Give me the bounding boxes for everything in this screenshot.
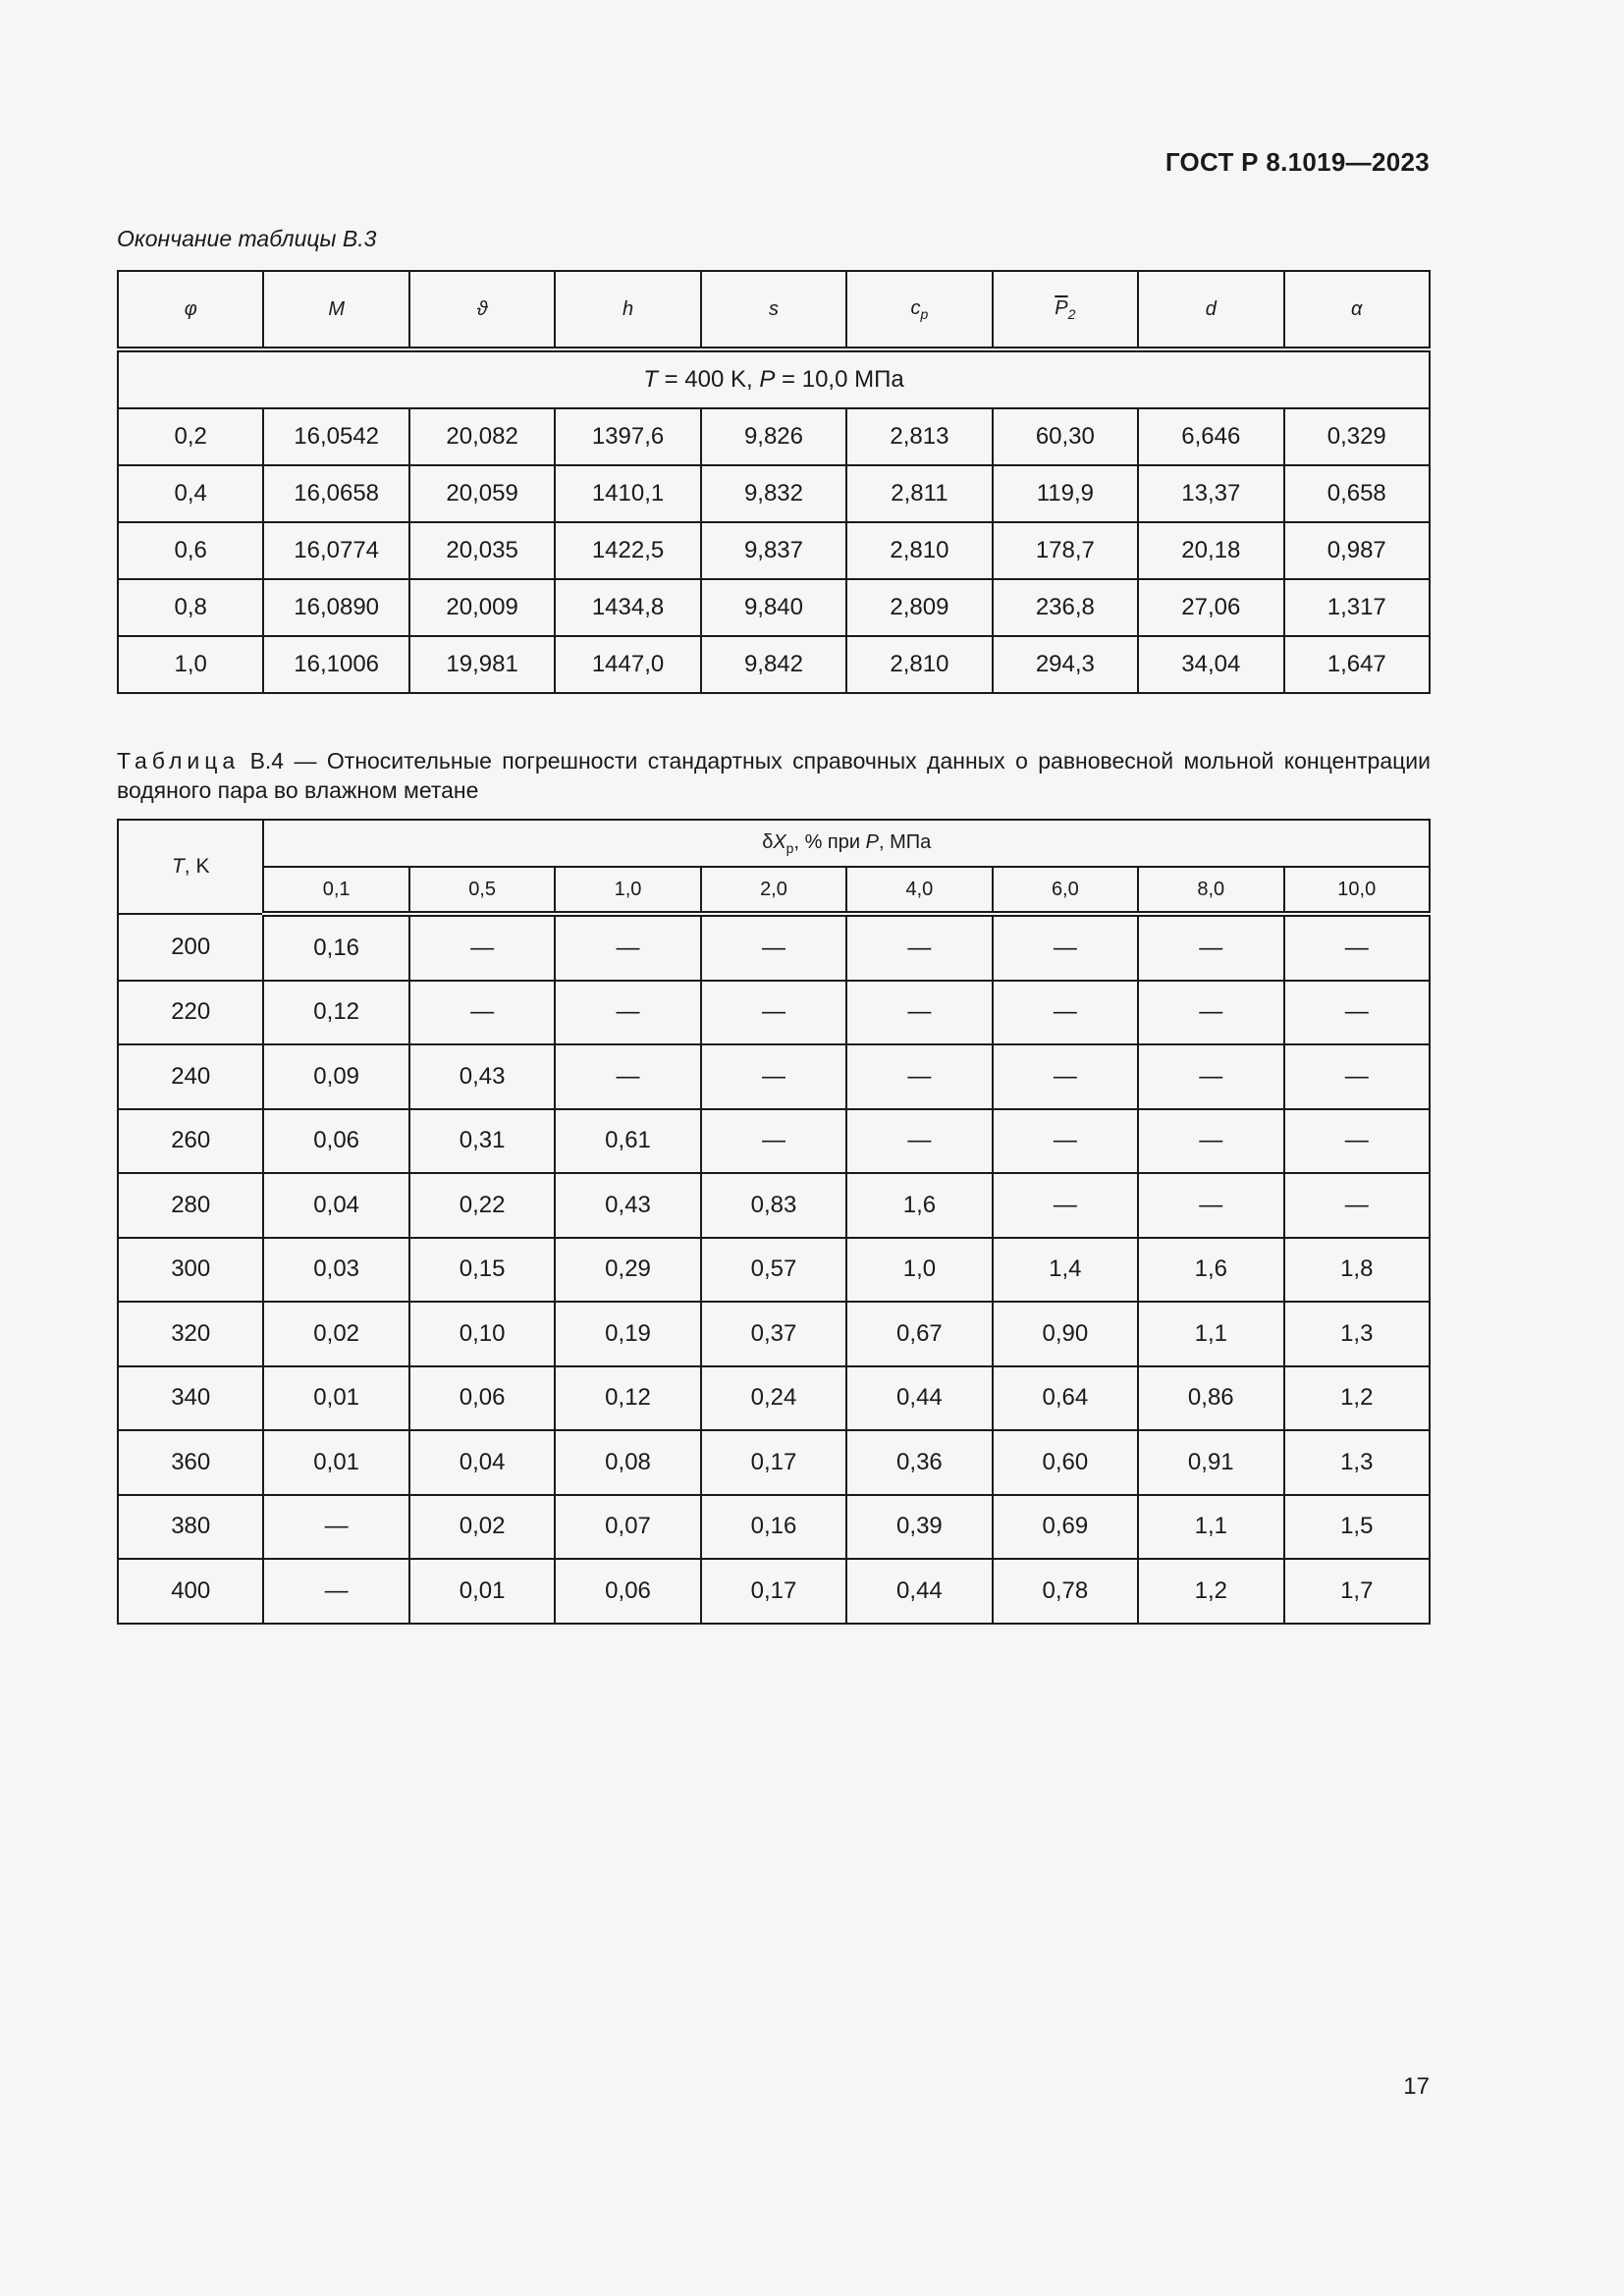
table-cell: 0,44 — [846, 1559, 992, 1624]
pressure-header: 0,1 — [263, 867, 408, 914]
table-cell: — — [1284, 1109, 1431, 1174]
temperature-cell: 280 — [118, 1173, 263, 1238]
table-cell: 0,09 — [263, 1044, 408, 1109]
table-cell: 0,06 — [555, 1559, 700, 1624]
table-cell: — — [846, 981, 992, 1045]
table-cell: 1,7 — [1284, 1559, 1431, 1624]
table-cell: 0,12 — [263, 981, 408, 1045]
temperature-cell: 240 — [118, 1044, 263, 1109]
pressure-header: 0,5 — [409, 867, 555, 914]
table-cell: — — [1138, 1044, 1283, 1109]
condition-t-label: T — [643, 366, 658, 393]
table-cell: 119,9 — [993, 465, 1138, 522]
table-cell: 0,329 — [1284, 408, 1431, 465]
table-row — [118, 1173, 1430, 1238]
table-cell: — — [846, 1044, 992, 1109]
table-b3-condition-row — [118, 349, 1430, 408]
pressure-header: 6,0 — [993, 867, 1138, 914]
table-cell: 0,04 — [409, 1430, 555, 1495]
col-header-cp — [846, 271, 992, 349]
table-row — [118, 1302, 1430, 1366]
pressure-header: 4,0 — [846, 867, 992, 914]
table-cell: 0,4 — [118, 465, 263, 522]
table-cell: — — [263, 1495, 408, 1560]
table-cell: 294,3 — [993, 636, 1138, 693]
table-cell: 2,810 — [846, 522, 992, 579]
group-var: X — [773, 830, 786, 853]
table-cell: 1,6 — [1138, 1238, 1283, 1303]
pressure-header: 1,0 — [555, 867, 700, 914]
table-cell: 0,15 — [409, 1238, 555, 1303]
table-cell: — — [701, 1109, 846, 1174]
table-b4-header-row-2 — [118, 867, 1430, 914]
condition-t-value: = 400 K, — [657, 366, 760, 393]
table-cell: — — [409, 981, 555, 1045]
table-b4-caption — [117, 746, 1431, 805]
table-cell: — — [1138, 914, 1283, 981]
pressure-header: 2,0 — [701, 867, 846, 914]
col-header-theta: ϑ — [409, 271, 555, 349]
table-cell: 34,04 — [1138, 636, 1283, 693]
condition-p-label: P — [759, 366, 776, 393]
table-b3-caption: Окончание таблицы В.3 — [117, 226, 377, 251]
table-cell: — — [409, 914, 555, 981]
table-cell: 16,0774 — [263, 522, 408, 579]
col-header-s: s — [701, 271, 846, 349]
table-cell: 0,57 — [701, 1238, 846, 1303]
group-header-uncertainty — [263, 820, 1430, 867]
table-cell: 0,19 — [555, 1302, 700, 1366]
table-cell: 0,12 — [555, 1366, 700, 1431]
table-b4-caption-text: В.4 — Относительные погрешности стандартных справочных данных о равновесной мольной концентрации водяного пара во влажном метане — [117, 748, 1431, 803]
table-cell: — — [1138, 1173, 1283, 1238]
table-cell: 0,61 — [555, 1109, 700, 1174]
table-cell: 13,37 — [1138, 465, 1283, 522]
table-cell: 0,8 — [118, 579, 263, 636]
table-cell: 1,0 — [118, 636, 263, 693]
table-cell: 0,01 — [263, 1366, 408, 1431]
table-cell: 2,809 — [846, 579, 992, 636]
table-row — [118, 522, 1430, 579]
col-header-M: M — [263, 271, 408, 349]
table-row — [118, 1559, 1430, 1624]
table-cell: 0,36 — [846, 1430, 992, 1495]
table-row — [118, 1044, 1430, 1109]
document-code: ГОСТ Р 8.1019—2023 — [1164, 147, 1430, 177]
table-cell: 9,842 — [701, 636, 846, 693]
table-cell: 0,07 — [555, 1495, 700, 1560]
table-cell: 0,78 — [993, 1559, 1138, 1624]
table-cell: 9,837 — [701, 522, 846, 579]
table-cell: 1,8 — [1284, 1238, 1431, 1303]
table-row — [118, 579, 1430, 636]
table-cell: 1,6 — [846, 1173, 992, 1238]
condition-cell — [118, 349, 1430, 408]
table-cell: — — [555, 981, 700, 1045]
table-cell: 0,6 — [118, 522, 263, 579]
col-header-p2 — [993, 271, 1138, 349]
table-cell: 1397,6 — [555, 408, 700, 465]
page-number: 17 — [1403, 2073, 1430, 2100]
table-cell: 1,3 — [1284, 1430, 1431, 1495]
temperature-cell: 200 — [118, 914, 263, 981]
table-cell: 0,16 — [263, 914, 408, 981]
table-cell: 0,02 — [409, 1495, 555, 1560]
table-cell: 0,01 — [263, 1430, 408, 1495]
temperature-cell: 220 — [118, 981, 263, 1045]
table-b4-caption-label: Таблица — [117, 748, 241, 774]
table-cell: 0,44 — [846, 1366, 992, 1431]
table-cell: 2,811 — [846, 465, 992, 522]
table-cell: — — [993, 914, 1138, 981]
table-row — [118, 981, 1430, 1045]
table-row — [118, 465, 1430, 522]
table-cell: 1,2 — [1138, 1559, 1283, 1624]
table-row — [118, 1109, 1430, 1174]
group-sub: p — [785, 839, 794, 856]
table-row — [118, 636, 1430, 693]
table-row — [118, 1495, 1430, 1560]
group-unit: , МПа — [878, 830, 932, 853]
table-cell: 16,0658 — [263, 465, 408, 522]
table-cell: 1,1 — [1138, 1302, 1283, 1366]
table-cell: — — [846, 914, 992, 981]
table-cell: 0,10 — [409, 1302, 555, 1366]
table-cell: 2,810 — [846, 636, 992, 693]
table-b4 — [117, 819, 1431, 1625]
table-cell: — — [701, 1044, 846, 1109]
table-cell: 0,69 — [993, 1495, 1138, 1560]
table-cell: 0,91 — [1138, 1430, 1283, 1495]
table-row — [118, 1430, 1430, 1495]
table-cell: 0,39 — [846, 1495, 992, 1560]
table-b4-header-row-1 — [118, 820, 1430, 867]
table-cell: 0,02 — [263, 1302, 408, 1366]
table-cell: 0,16 — [701, 1495, 846, 1560]
table-cell: 20,059 — [409, 465, 555, 522]
table-cell: 9,840 — [701, 579, 846, 636]
table-b3-header-row — [118, 271, 1430, 349]
table-cell: 20,18 — [1138, 522, 1283, 579]
table-cell: 0,03 — [263, 1238, 408, 1303]
table-cell: 1,1 — [1138, 1495, 1283, 1560]
table-cell: 20,082 — [409, 408, 555, 465]
table-cell: 60,30 — [993, 408, 1138, 465]
row-header-temperature — [118, 820, 263, 914]
table-cell: — — [263, 1559, 408, 1624]
table-cell: 0,22 — [409, 1173, 555, 1238]
table-cell: — — [1284, 1044, 1431, 1109]
table-cell: 9,826 — [701, 408, 846, 465]
table-cell: 0,43 — [409, 1044, 555, 1109]
table-row — [118, 1366, 1430, 1431]
table-cell: — — [1284, 914, 1431, 981]
table-row — [118, 1238, 1430, 1303]
temperature-cell: 340 — [118, 1366, 263, 1431]
table-cell: 20,035 — [409, 522, 555, 579]
table-cell: 20,009 — [409, 579, 555, 636]
table-cell: 0,24 — [701, 1366, 846, 1431]
temperature-cell: 400 — [118, 1559, 263, 1624]
table-cell: 16,1006 — [263, 636, 408, 693]
cp-symbol: c — [910, 296, 921, 319]
col-header-alpha: α — [1284, 271, 1431, 349]
table-cell: 0,83 — [701, 1173, 846, 1238]
table-cell: — — [1138, 981, 1283, 1045]
temperature-cell: 300 — [118, 1238, 263, 1303]
table-cell: 0,987 — [1284, 522, 1431, 579]
table-b3 — [117, 270, 1431, 694]
table-cell: — — [1284, 981, 1431, 1045]
table-cell: 9,832 — [701, 465, 846, 522]
table-cell: — — [846, 1109, 992, 1174]
table-cell: 1,317 — [1284, 579, 1431, 636]
table-cell: — — [555, 914, 700, 981]
col-header-phi: φ — [118, 271, 263, 349]
table-cell: — — [993, 1044, 1138, 1109]
table-cell: 0,04 — [263, 1173, 408, 1238]
table-cell: 1434,8 — [555, 579, 700, 636]
temperature-cell: 360 — [118, 1430, 263, 1495]
table-cell: 16,0890 — [263, 579, 408, 636]
pressure-header: 10,0 — [1284, 867, 1431, 914]
table-cell: — — [993, 1173, 1138, 1238]
table-cell: 0,06 — [263, 1109, 408, 1174]
table-cell: 0,29 — [555, 1238, 700, 1303]
table-cell: 19,981 — [409, 636, 555, 693]
table-cell: 16,0542 — [263, 408, 408, 465]
pressure-header: 8,0 — [1138, 867, 1283, 914]
table-row — [118, 914, 1430, 981]
table-cell: 0,67 — [846, 1302, 992, 1366]
table-cell: 27,06 — [1138, 579, 1283, 636]
table-cell: 236,8 — [993, 579, 1138, 636]
table-cell: 0,08 — [555, 1430, 700, 1495]
row-header-var: T — [171, 855, 185, 878]
table-cell: — — [701, 914, 846, 981]
cp-subscript: p — [920, 305, 929, 322]
table-cell: 1,3 — [1284, 1302, 1431, 1366]
table-cell: 0,06 — [409, 1366, 555, 1431]
table-cell: 178,7 — [993, 522, 1138, 579]
table-cell: 1,4 — [993, 1238, 1138, 1303]
p2-symbol: $\overline{P}$ — [1055, 296, 1068, 319]
table-cell: — — [555, 1044, 700, 1109]
table-cell: 0,37 — [701, 1302, 846, 1366]
table-cell: 2,813 — [846, 408, 992, 465]
group-delta: δ — [762, 830, 774, 853]
table-cell: — — [701, 981, 846, 1045]
table-cell: 1410,1 — [555, 465, 700, 522]
table-cell: 0,64 — [993, 1366, 1138, 1431]
condition-p-value: = 10,0 МПа — [775, 366, 904, 393]
table-cell: 0,31 — [409, 1109, 555, 1174]
p2-subscript: 2 — [1067, 305, 1076, 322]
table-cell: 0,43 — [555, 1173, 700, 1238]
table-cell: — — [1138, 1109, 1283, 1174]
table-cell: — — [993, 981, 1138, 1045]
table-cell: 0,17 — [701, 1430, 846, 1495]
table-cell: 0,01 — [409, 1559, 555, 1624]
table-cell: 1447,0 — [555, 636, 700, 693]
table-cell: 0,60 — [993, 1430, 1138, 1495]
temperature-cell: 380 — [118, 1495, 263, 1560]
temperature-cell: 320 — [118, 1302, 263, 1366]
table-cell: 0,90 — [993, 1302, 1138, 1366]
table-cell: 1,2 — [1284, 1366, 1431, 1431]
table-cell: 1,5 — [1284, 1495, 1431, 1560]
table-row — [118, 408, 1430, 465]
group-mid: , % при — [793, 830, 866, 853]
group-pvar: P — [865, 830, 879, 853]
temperature-cell: 260 — [118, 1109, 263, 1174]
table-cell: 0,2 — [118, 408, 263, 465]
table-cell: 1,0 — [846, 1238, 992, 1303]
table-cell: 0,658 — [1284, 465, 1431, 522]
col-header-d: d — [1138, 271, 1283, 349]
row-header-unit: , K — [184, 855, 210, 878]
table-cell: 0,86 — [1138, 1366, 1283, 1431]
table-cell: 1,647 — [1284, 636, 1431, 693]
table-cell: 6,646 — [1138, 408, 1283, 465]
table-cell: — — [1284, 1173, 1431, 1238]
table-cell: 0,17 — [701, 1559, 846, 1624]
table-cell: 1422,5 — [555, 522, 700, 579]
col-header-h: h — [555, 271, 700, 349]
table-cell: — — [993, 1109, 1138, 1174]
